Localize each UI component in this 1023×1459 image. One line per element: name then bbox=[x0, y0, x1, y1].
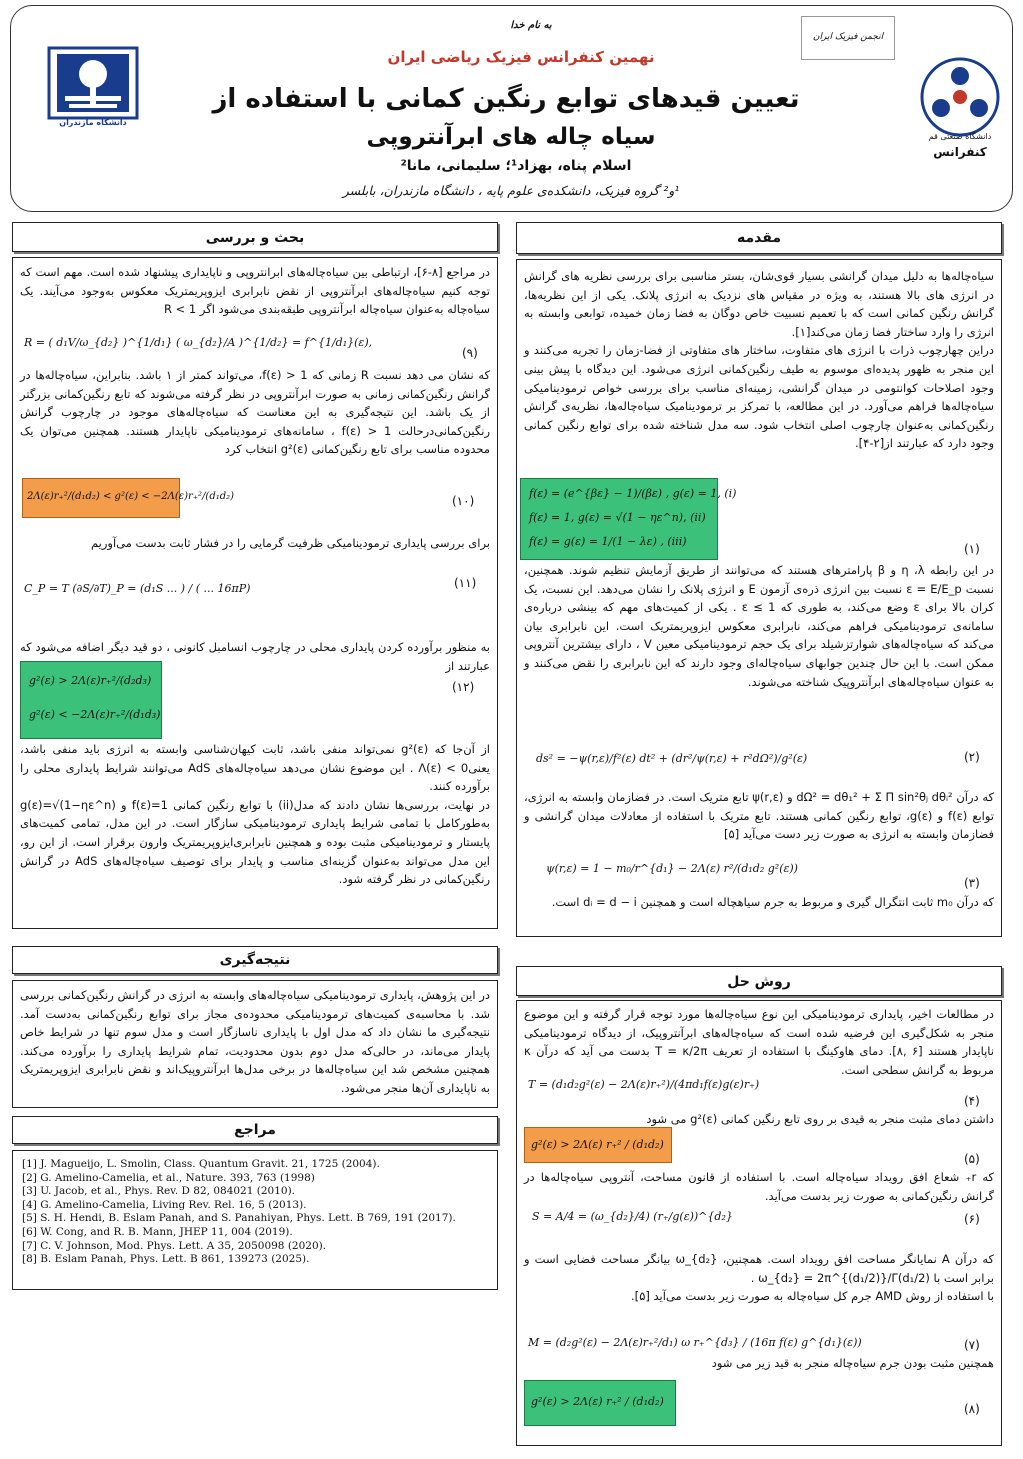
eq1-number: (۱) bbox=[964, 542, 980, 556]
affiliation: ¹و² گروه فیزیک، دانشکده‌ی علوم پایه ، دانشگاه مازندران، بابلسر bbox=[342, 183, 680, 198]
method-heading: روش حل bbox=[516, 966, 1002, 996]
discussion-paragraph-4: به منظور برآورده کردن پایداری محلی در چارچوب انسامبل کانونی ، دو قید دیگر اضافه می‌شود که عبارتند از bbox=[20, 640, 490, 673]
intro-heading: مقدمه bbox=[516, 222, 1002, 254]
intro-text-4 bbox=[524, 893, 994, 912]
reference-item: [3] U. Jacob, et al., Phys. Rev. D 82, 084021 (2010). bbox=[22, 1185, 296, 1198]
title-line-2: سیاه چاله های ابرآنتروپی bbox=[366, 124, 656, 150]
method-paragraph-1: در مطالعات اخیر، پایداری ترمودینامیکی این نوع سیاه‌چاله‌ها مورد توجه قرار گرفته و این موضوع منجر به شکل‌گیری این فرضیه شده است که سیاه‌چاله‌های ابرآنتروپیک، از دیدگاه ترمودینامیکی ناپایدار هستند [۶ ,۸]. دمای هاوکینگ با استفاده از تعریف T = κ/2π بدست می آید که درآن κ مربوط به گرانش سطحی است. bbox=[524, 1007, 994, 1077]
eq3: ψ(r,ε) = 1 − m₀/r^{d₁} − 2Λ(ε) r²/(d₁d₂ g²(ε)) bbox=[546, 862, 798, 875]
reference-item: [6] W. Cong, and R. B. Mann, JHEP 11, 004 (2019). bbox=[22, 1225, 293, 1238]
method-text-5 bbox=[524, 1354, 994, 1373]
reference-item: [8] B. Eslam Panah, Phys. Lett. B 861, 139273 (2025). bbox=[22, 1253, 310, 1266]
right-logo-sub: دانشگاه صنعتی قم bbox=[928, 132, 992, 141]
eq8: g²(ε) > 2Λ(ε) r₊² / (d₁d₂) bbox=[531, 1395, 664, 1408]
discussion-text-1 bbox=[20, 263, 490, 319]
reference-item: [5] S. H. Hendi, B. Eslam Panah, and S. Panahiyan, Phys. Lett. B 769, 191 (2017). bbox=[22, 1212, 456, 1225]
eq11: C_P = T (∂S/∂T)_P = (d₁S ... ) / ( ... 16πP) bbox=[24, 582, 251, 595]
eq1-line-3: f(ε) = g(ε) = 1/(1 − λε) , (iii) bbox=[529, 535, 687, 548]
eq9-number: (۹) bbox=[462, 346, 478, 360]
eq5: g²(ε) > 2Λ(ε) r₊² / (d₁d₂) bbox=[531, 1138, 664, 1151]
method-text-2 bbox=[524, 1110, 994, 1129]
left-logo-label: دانشگاه مازندران bbox=[59, 118, 127, 127]
method-text-1 bbox=[524, 1005, 994, 1079]
eq12-number: (۱۲) bbox=[452, 680, 475, 694]
conclusion-paragraph-1: در این پژوهش، پایداری ترمودینامیکی سیاه‌چاله‌های وابسته به انرژی در گرانش رنگین‌کمانی بررسی شد. با محاسبه‌ی کمیت‌های ترمودینامیکی محدوده‌ی مجاز برای توابع رنگین‌کمانی به‌دست آمد. نتیجه‌گیری ما نشان داد که مدل اول با پایداری ناسازگار است و مدل سوم تنها در شرایط خاص پایدار می‌ماند، در حالی‌که مدل دوم بدون محدودیت، تمام شرایط پایداری را برآورده می‌کند. همچنین مشخص شد این سیاه‌چاله‌ها در برخی مدل‌ها ابرآنتروپیک‌اند و نقض نابرابری ایزوپریمتریک به ناپایداری آن‌ها منجر می‌شود. bbox=[20, 988, 490, 1095]
society-signature-logo bbox=[801, 16, 895, 60]
method-paragraph-4: که درآن A نمایانگر مساحت افق رویداد است. همچنین، ω_{d₂} بیانگر مساحت فضایی است و برابر است با ω_{d₂} = 2π^{(d₁/2)}/Γ(d₁/2) . bbox=[524, 1252, 994, 1285]
discussion-text-2 bbox=[20, 366, 490, 459]
eq1-highlight bbox=[520, 478, 737, 560]
eq12-line-2: g²(ε) < −2Λ(ε)r₊²/(d₁d₃) bbox=[29, 708, 161, 721]
method-paragraph-3: که r₊ شعاع افق رویداد سیاه‌چاله است. با استفاده از قانون مساحت، آنتروپی سیاه‌چاله‌ها در گرانش رنگین‌کمانی به صورت زیر بدست می‌آید. bbox=[524, 1170, 995, 1203]
eq10-number: (۱۰) bbox=[452, 494, 475, 508]
title-line-1: تعیین قیدهای توابع رنگین کمانی با استفاده از bbox=[212, 84, 800, 114]
intro-paragraph-4: که درآن dΩ² = dθ₁² + Σ Π sin²θⱼ dθᵢ² و ψ(r,ε) تابع متریک است. در فضازمان وابسته به انرژی، توابع f(ε) و g(ε)، توابع رنگین کمانی هستند. تابع متریک با استفاده از معادلات میدان گرانشی و فضازمان وابسته به انرژی به صورت زیر دست می‌آید [۵] bbox=[524, 790, 994, 842]
eq11-number: (۱۱) bbox=[454, 576, 477, 590]
reference-item: [2] G. Amelino-Camelia, et al., Nature. 393, 763 (1998) bbox=[22, 1171, 315, 1184]
method-text-3 bbox=[524, 1168, 994, 1205]
conference-name: نهمین کنفرانس فیزیک ریاضی ایران bbox=[387, 48, 655, 66]
eq6-number: (۶) bbox=[964, 1212, 980, 1226]
discussion-paragraph-2: که نشان می دهد نسبت R زمانی که f(ε) > 1، می‌تواند کمتر از ۱ باشد. بنابراین، سیاه‌چاله‌ها در گرانش رنگین‌کمانی زمانی به صورت ابرآنتروپی در نظر گرفته می‌شوند که تابع رنگین‌کمانی بزرگتر از یک باشد. این نتیجه‌گیری به این معناست که سیاه‌چاله‌های موجود در چارچوب گرانش رنگین‌کمانی‌درحالت f(ε) > 1 ، سامانه‌های ترمودینامیکی ناپایدار هستند. همچنین می‌توان یک محدوده مناسب برای تابع رنگین‌کمانی g²(ε) انتخاب کرد bbox=[20, 368, 491, 457]
eq7: M = (d₂g²(ε) − 2Λ(ε)r₊²/d₁) ω r₊^{d₃} / (16π f(ε) g^{d₁}(ε)) bbox=[528, 1336, 862, 1349]
right-logo-label: کنفرانس bbox=[933, 145, 987, 159]
poster-header bbox=[10, 5, 1013, 212]
discussion-text-5 bbox=[20, 740, 490, 889]
authors: اسلام پناه، بهزاد¹؛ سلیمانی، مانا² bbox=[400, 158, 632, 174]
eq8-number: (۸) bbox=[964, 1402, 980, 1416]
intro-paragraph-2: دراین چهارچوب ذرات با انرژی های متفاوت، ساختار های متفاوتی از فضا-زمان را تجربه می‌کنند و این منجر به ظهور پدیده‌ای موسوم به طیف رنگین‌کمانی انرژی می‌شود. این دیدگاه با پیش بینی وجود اصلاحات کوانتومی در میدان گرانشی، زمینه‌ای مناسب برای بررسی خواص ترمودینامیکی سیاه‌چاله‌ها فراهم می‌آورد. در این مطالعه، با تمرکز بر ترمودینامیک سیاه‌چاله‌ها، نظریه‌ی گرانش رنگین‌کمانی به‌عنوان چارچوب اصلی انتخاب شود. سه مدل شناخته شده برای توابع رنگین کمانی وجود دارد که عبارتند از[۲-۴]. bbox=[524, 343, 994, 451]
conclusion-text bbox=[20, 986, 490, 1098]
eq4: T = (d₁d₂g²(ε) − 2Λ(ε)r₊²)/(4πd₁f(ε)g(ε)r₊) bbox=[528, 1078, 760, 1091]
intro-text-1 bbox=[524, 267, 994, 453]
intro-text-3 bbox=[524, 788, 994, 844]
eq6: S = A/4 = (ω_{d₂}/4) (r₊/g(ε))^{d₂} bbox=[532, 1210, 733, 1223]
intro-paragraph-3: در این رابطه η ،λ و β پارامترهای هستند که می‌توانند از طریق آزمایش تنظیم شوند. همچنین، نسبت ε = E/E_p نسبت بین انرژی ذره‌ی آزمون E و انرژی پلانک را نشان می‌دهد. این نسبت، یک کران بالا برای ε وضع می‌کند، به طوری که ε ≤ 1 . یکی از کمیت‌های مهم که بینشی درباره‌ی سامانه‌ی ترمودینامیکی فراهم می‌کند، نابرابری معکوس ایزوپریمتریک است. این نابرابری بیان می‌کند که سیاه‌چاله‌های شوارتزشیلد برای یک حجم ترمودینامیکی معین V ، دارای بیشترین آنتروپی ممکن است. با این حال چندین جوابهای سیاه‌چاله‌ای وجود دارند که این نابرابری را نقض می‌کنند و به عنوان سیاه‌چاله‌های ابرآنتروپیک شناخته می‌شوند. bbox=[524, 563, 995, 689]
eq8-highlight bbox=[524, 1380, 676, 1426]
eq7-number: (۷) bbox=[964, 1338, 980, 1352]
reference-item: [7] C. V. Johnson, Mod. Phys. Lett. A 35, 2050098 (2020). bbox=[22, 1239, 327, 1252]
references-heading: مراجع bbox=[12, 1116, 498, 1144]
eq12-highlight bbox=[20, 661, 162, 739]
reference-item: [4] G. Amelino-Camelia, Living Rev. Rel. 16, 5 (2013). bbox=[22, 1198, 307, 1211]
eq9: R = ( d₁V/ω_{d₂} )^{1/d₁} ( ω_{d₂}/A )^{1/d₂} = f^{1/d₁}(ε), bbox=[24, 336, 373, 349]
eq5-number: (۵) bbox=[964, 1152, 980, 1166]
eq5-highlight bbox=[524, 1127, 672, 1163]
signature-label: انجمن فیزیک ایران bbox=[812, 32, 884, 42]
discussion-paragraph-5: از آن‌جا که g²(ε) نمی‌تواند منفی باشد، ثابت کیهان‌شناسی وابسته به انرژی باید منفی باشد، یعنیΛ(ε) < 0 . این موضوع نشان می‌دهد سیاه‌چاله‌های AdS می‌توانند شرایط پایداری محلی را برآورده کنند. bbox=[20, 742, 491, 794]
discussion-paragraph-3: برای بررسی پایداری ترمودینامیکی ظرفیت گرمایی را در فشار ثابت بدست می‌آوریم bbox=[90, 536, 490, 550]
conclusion-heading: نتیجه‌گیری bbox=[12, 946, 498, 974]
intro-paragraph-1: سیاه‌چاله‌ها به دلیل میدان گرانشی بسیار قوی‌شان، بستر مناسبی برای بررسی نظریه های گرانش در انرژی های بالا هستند، به ویژه در مقیاس های نزدیک به انرژی پلانک. یکی از این نظریه‌ها، گرانش رنگین کمانی است که با تعمیم نسبیت خاص دوگان به فضا زمان خمیده، توابعی وابسته به انرژی را وارد ساختار فضا زمان می‌کند[۱]. bbox=[524, 269, 994, 339]
references-list bbox=[22, 1158, 488, 1267]
eq12-line-1: g²(ε) > 2Λ(ε)r₊²/(d₂d₃) bbox=[29, 674, 152, 687]
reference-item: [1] J. Magueijo, L. Smolin, Class. Quantum Gravit. 21, 1725 (2004). bbox=[22, 1158, 380, 1170]
eq1-line-1: f(ε) = (e^{βε} − 1)/(βε) , g(ε) = 1, (i) bbox=[529, 487, 737, 500]
eq2-number: (۲) bbox=[964, 750, 980, 764]
discussion-paragraph-1: در مراجع [۸-۶]، ارتباطی بین سیاه‌چاله‌های ابرانتروپی و ناپایداری پیشنهاد شده است. مهم است که توجه کنیم سیاه‌چاله‌های ابرآنتروپی از نقض نابرابری ایزوپریمتریک معکوس به‌وجود می‌آیند. یک سیاه‌چاله به‌عنوان سیاه‌چاله ابرآنتروپی طبقه‌بندی می‌شود اگر R < 1 bbox=[20, 265, 490, 317]
intro-paragraph-5: که درآن m₀ ثابت انتگرال گیری و مربوط به جرم سیاهچاله است و همچنین dᵢ = d − i است. bbox=[551, 895, 994, 909]
eq4-number: (۴) bbox=[964, 1094, 980, 1108]
eq10-highlight bbox=[22, 478, 235, 518]
eq3-number: (۳) bbox=[964, 876, 980, 890]
method-paragraph-6: همچنین مثبت بودن جرم سیاه‌چاله منجر به قید زیر می شود bbox=[711, 1356, 994, 1370]
method-paragraph-2: داشتن دمای مثبت منجر به قیدی بر روی تابع رنگین کمانی g²(ε) می شود bbox=[646, 1112, 994, 1126]
method-paragraph-5: با استفاده از روش AMD جرم کل سیاه‌چاله به صورت زیر بدست می‌آید [۵]. bbox=[631, 1289, 994, 1304]
discussion-heading: بحث و بررسی bbox=[12, 222, 498, 252]
method-text-4 bbox=[524, 1250, 994, 1306]
intro-text-2 bbox=[524, 561, 994, 691]
discussion-paragraph-6: در نهایت، بررسی‌ها نشان دادند که مدل(ii) با توابع رنگین کمانی f(ε)=1 و g(ε)=√(1−ηε^n) به‌طورکامل با تمامی شرایط پایداری ترمودینامیکی سازگار است. در این مدل، تمامی کمیت‌های پایستار و ترمودینامیکی مثبت بوده و همچنین نابرابری‌ایزوپریمتریک وارون برقرار است. از این رو، این مدل می‌تواند به‌عنوان گزینه‌ای مناسب و پایدار برای توصیف سیاه‌چاله‌های AdS در گرانش رنگین‌کمانی در نظر گرفته شود. bbox=[20, 797, 490, 887]
eq10: 2Λ(ε)r₊²/(d₁d₂) < g²(ε) < −2Λ(ε)r₊²/(d₁d₂) bbox=[27, 491, 235, 502]
bismillah: به نام خدا bbox=[510, 20, 552, 31]
eq1-line-2: f(ε) = 1, g(ε) = √(1 − ηε^n), (ii) bbox=[529, 511, 706, 524]
discussion-text-3 bbox=[20, 534, 490, 553]
eq2: ds² = −ψ(r,ε)/f²(ε) dt² + (dr²/ψ(r,ε) + r²dΩ²)/g²(ε) bbox=[536, 752, 808, 765]
qom-university-logo bbox=[919, 56, 1001, 138]
